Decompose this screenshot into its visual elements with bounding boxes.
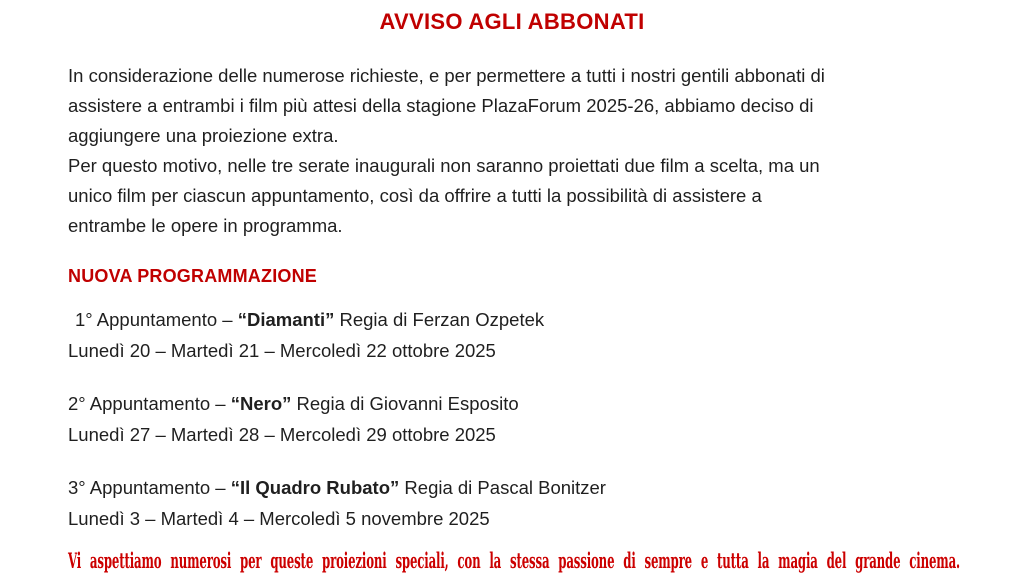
paragraph-line: unico film per ciascun appuntamento, così da offrire a tutti la possibilità di assistere a	[68, 185, 762, 206]
paragraph-line: assistere a entrambi i film più attesi della stagione PlazaForum 2025-26, abbiamo deciso di	[68, 95, 814, 116]
appointment-title-line	[68, 472, 960, 503]
appointment-item-1	[68, 304, 960, 366]
paragraph-line: aggiungere una proiezione extra.	[68, 125, 339, 146]
paragraph-line: In considerazione delle numerose richieste, e per permettere a tutti i nostri gentili abbonati di	[68, 65, 825, 86]
intro-paragraph-1	[68, 61, 960, 151]
appointment-dates: Lunedì 27 – Martedì 28 – Mercoledì 29 ottobre 2025	[68, 424, 496, 445]
page-title: AVVISO AGLI ABBONATI	[379, 9, 645, 34]
appointments-list	[68, 304, 960, 534]
section-heading: NUOVA PROGRAMMAZIONE	[68, 266, 317, 286]
paragraph-line: Per questo motivo, nelle tre serate inaugurali non saranno proiettati due film a scelta, ma un	[68, 155, 820, 176]
paragraph-line: entrambe le opere in programma.	[68, 215, 343, 236]
appointment-prefix: 3° Appuntamento –	[68, 477, 231, 498]
appointment-item-2	[68, 388, 960, 450]
closing-line	[68, 549, 960, 573]
appointment-dates: Lunedì 20 – Martedì 21 – Mercoledì 22 ottobre 2025	[68, 340, 496, 361]
film-title: “Nero”	[230, 393, 292, 414]
appointment-director: Regia di Pascal Bonitzer	[399, 477, 606, 498]
appointment-prefix: 1° Appuntamento –	[75, 309, 238, 330]
appointment-director: Regia di Giovanni Esposito	[291, 393, 519, 414]
film-title: “Diamanti”	[237, 309, 335, 330]
closing-text: Vi aspettiamo numerosi per queste proiezioni speciali, con la stessa passione di sempre e tutta la magia del grande cinema.	[68, 548, 960, 573]
appointment-prefix: 2° Appuntamento –	[68, 393, 231, 414]
appointment-title-line	[68, 304, 960, 335]
appointment-title-line	[68, 388, 960, 419]
document-content	[0, 61, 1024, 573]
intro-paragraph-2	[68, 151, 960, 241]
appointment-dates: Lunedì 3 – Martedì 4 – Mercoledì 5 novembre 2025	[68, 508, 490, 529]
film-title: “Il Quadro Rubato”	[230, 477, 400, 498]
appointment-item-3	[68, 472, 960, 534]
appointment-director: Regia di Ferzan Ozpetek	[334, 309, 545, 330]
